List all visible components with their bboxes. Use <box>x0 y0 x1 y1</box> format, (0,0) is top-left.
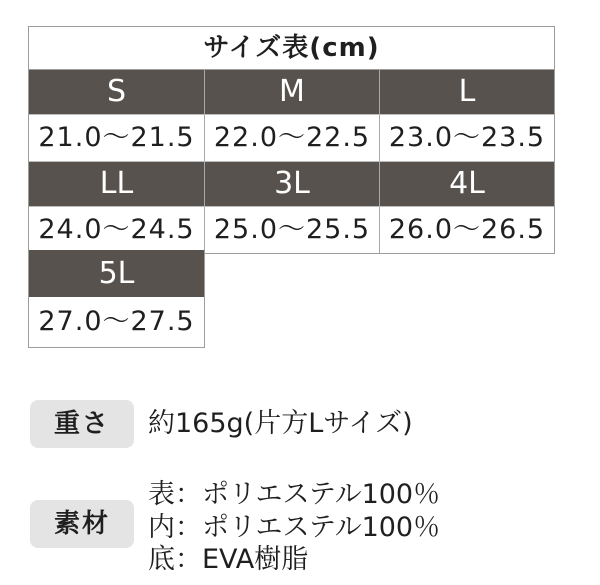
size-header-ll: LL <box>29 162 204 206</box>
material-lines <box>148 479 440 577</box>
material-line-sole: 底：EVA樹脂 <box>148 544 309 575</box>
size-header-m: M <box>204 70 379 114</box>
material-line-inner: 内：ポリエステル100％ <box>148 511 441 543</box>
size-header-l: L <box>379 70 554 114</box>
size-header-row-1 <box>29 70 554 114</box>
weight-label: 重さ <box>30 400 134 448</box>
material-label: 素材 <box>30 500 134 548</box>
size-value-row-2 <box>29 206 554 253</box>
size-header-s: S <box>29 70 204 114</box>
size-range-l: 23.0〜23.5 <box>379 115 554 161</box>
size-header-row-2 <box>29 161 554 206</box>
weight-value: 約165g(片方Lサイズ) <box>148 408 413 439</box>
size-header-4l: 4L <box>379 162 554 206</box>
size-range-ll: 24.0〜24.5 <box>29 207 204 253</box>
size-table-title: サイズ表(cm) <box>29 27 554 70</box>
size-range-s: 21.0〜21.5 <box>29 115 204 161</box>
size-header-3l: 3L <box>204 162 379 206</box>
size-table <box>28 26 555 254</box>
size-range-3l: 25.0〜25.5 <box>204 207 379 253</box>
material-line-outer: 表：ポリエステル100％ <box>148 479 441 510</box>
size-range-m: 22.0〜22.5 <box>204 115 379 161</box>
size-range-4l: 26.0〜26.5 <box>379 207 554 253</box>
size-value-row-1 <box>29 114 554 161</box>
size-range-5l: 27.0〜27.5 <box>29 297 204 347</box>
size-table-extension <box>28 250 205 348</box>
size-header-5l: 5L <box>29 250 204 297</box>
